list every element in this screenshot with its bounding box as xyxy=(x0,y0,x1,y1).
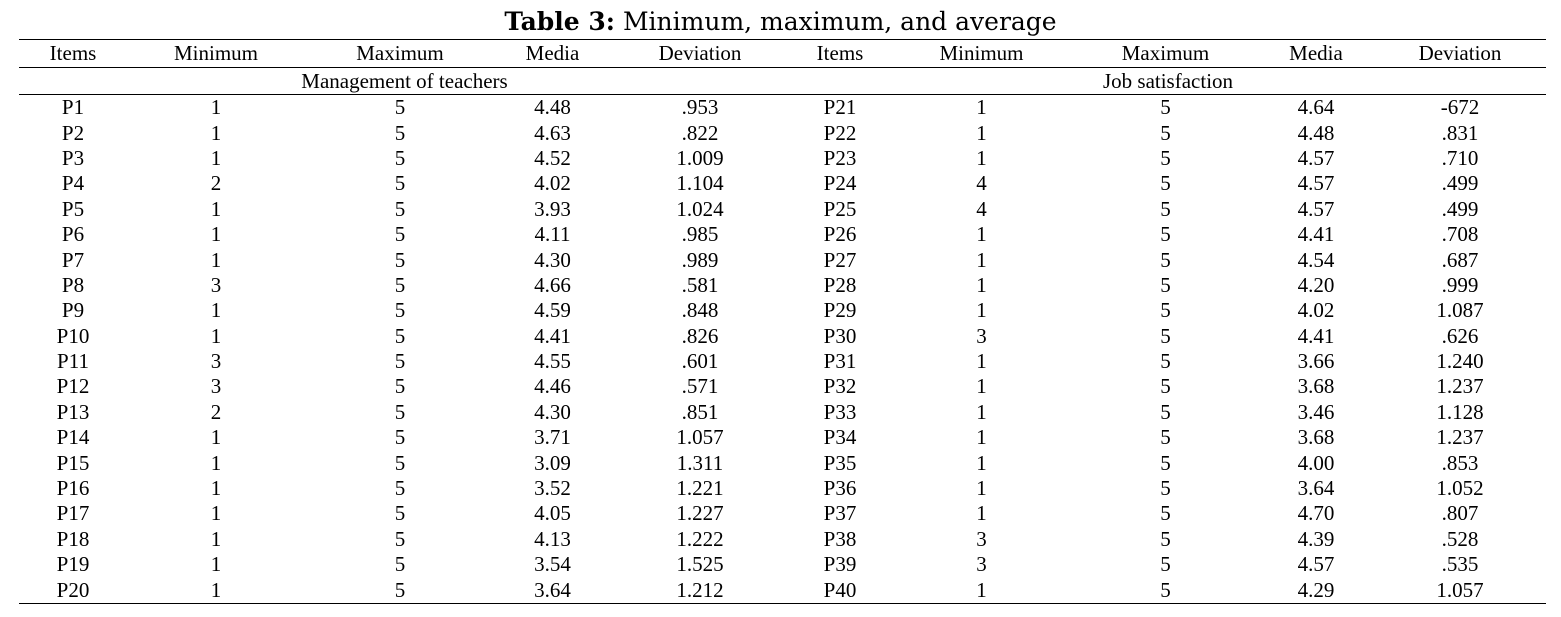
cell-minimum-left: 1 xyxy=(210,323,222,348)
table-row xyxy=(19,476,1546,501)
cell-maximum-right: 5 xyxy=(1073,577,1258,603)
cell-minimum-right: 1 xyxy=(976,425,987,450)
cell-media-left: 4.52 xyxy=(534,145,571,170)
cell-deviation-right: 1.052 xyxy=(1436,476,1484,501)
cell-minimum-right: 1 xyxy=(976,399,987,424)
cell-media-left: 4.13 xyxy=(534,526,571,551)
cell-minimum-left: 1 xyxy=(210,526,222,551)
cell-media-left: 3.54 xyxy=(534,552,571,577)
table-row xyxy=(19,222,1546,247)
cell-deviation-left: 1.311 xyxy=(676,450,724,475)
cell-minimum-left: 2 xyxy=(210,171,222,196)
cell-item-left: P1 xyxy=(61,95,85,120)
cell-maximum-left: 5 xyxy=(394,171,406,196)
cell-item-right: P40 xyxy=(790,577,890,603)
cell-minimum-right: 1 xyxy=(976,298,987,323)
header-items-right: Items xyxy=(790,40,890,68)
cell-item-left: P18 xyxy=(56,526,90,551)
table-row xyxy=(19,171,1546,196)
header-media-left: Media xyxy=(495,40,610,68)
cell-minimum-right: 3 xyxy=(976,323,987,348)
cell-deviation-left: .985 xyxy=(681,222,719,247)
header-minimum-left: Minimum xyxy=(127,40,305,68)
table-row xyxy=(19,501,1546,526)
cell-item-right: P25 xyxy=(823,196,857,221)
cell-minimum-right: 1 xyxy=(890,577,1073,603)
cell-media-left: 3.93 xyxy=(534,196,571,221)
cell-minimum-left: 1 xyxy=(210,425,222,450)
cell-deviation-right: .499 xyxy=(1441,171,1479,196)
cell-media-right: 4.57 xyxy=(1297,145,1335,170)
cell-minimum-right: 3 xyxy=(976,526,987,551)
cell-media-left: 4.55 xyxy=(534,349,571,374)
cell-minimum-right: 1 xyxy=(976,222,987,247)
cell-deviation-left: 1.227 xyxy=(676,501,724,526)
cell-deviation-left: .826 xyxy=(681,323,719,348)
cell-deviation-left: 1.525 xyxy=(676,552,724,577)
cell-media-right: 4.54 xyxy=(1297,247,1335,272)
cell-media-left: 4.11 xyxy=(534,222,571,247)
cell-maximum-right: 5 xyxy=(1160,120,1171,145)
cell-maximum-left: 5 xyxy=(394,95,406,120)
cell-minimum-left: 1 xyxy=(210,501,222,526)
header-maximum-left: Maximum xyxy=(305,40,495,68)
cell-media-left: 3.64 xyxy=(495,577,610,603)
cell-media-left: 3.52 xyxy=(534,476,571,501)
cell-minimum-right: 1 xyxy=(976,145,987,170)
cell-deviation-left: .601 xyxy=(681,349,719,374)
cell-maximum-right: 5 xyxy=(1160,526,1171,551)
cell-media-right: 4.70 xyxy=(1297,501,1335,526)
cell-item-left: P14 xyxy=(56,425,90,450)
table-row xyxy=(19,349,1546,374)
cell-media-right: 4.57 xyxy=(1297,552,1335,577)
table-row xyxy=(19,247,1546,272)
cell-deviation-left: 1.212 xyxy=(610,577,790,603)
cell-maximum-left: 5 xyxy=(394,247,406,272)
cell-maximum-right: 5 xyxy=(1160,399,1171,424)
cell-deviation-right: .528 xyxy=(1441,526,1479,551)
cell-minimum-right: 1 xyxy=(976,95,987,120)
cell-item-right: P36 xyxy=(823,476,857,501)
cell-item-left: P6 xyxy=(61,222,85,247)
table-row xyxy=(19,298,1546,323)
cell-item-right: P39 xyxy=(823,552,857,577)
header-minimum-right: Minimum xyxy=(890,40,1073,68)
cell-media-left: 3.09 xyxy=(534,450,571,475)
cell-maximum-right: 5 xyxy=(1160,450,1171,475)
cell-minimum-left: 1 xyxy=(210,95,222,120)
cell-media-left: 4.02 xyxy=(534,171,571,196)
cell-maximum-right: 5 xyxy=(1160,247,1171,272)
table-row xyxy=(19,146,1546,171)
cell-minimum-left: 1 xyxy=(210,247,222,272)
cell-maximum-right: 5 xyxy=(1160,222,1171,247)
cell-item-right: P24 xyxy=(823,171,857,196)
cell-media-left: 4.59 xyxy=(534,298,571,323)
cell-maximum-left: 5 xyxy=(394,222,406,247)
cell-deviation-left: .989 xyxy=(681,247,719,272)
cell-media-right: 4.39 xyxy=(1297,526,1335,551)
cell-deviation-right: 1.240 xyxy=(1436,349,1484,374)
cell-minimum-left: 3 xyxy=(210,374,222,399)
table-row xyxy=(19,374,1546,399)
cell-deviation-right: .831 xyxy=(1441,120,1479,145)
cell-deviation-left: 1.221 xyxy=(676,476,724,501)
cell-maximum-left: 5 xyxy=(305,577,495,603)
table-row xyxy=(19,273,1546,298)
table-row xyxy=(19,425,1546,450)
table-row xyxy=(19,120,1546,145)
cell-maximum-left: 5 xyxy=(394,298,406,323)
cell-item-left: P17 xyxy=(56,501,90,526)
cell-item-right: P28 xyxy=(823,272,857,297)
cell-minimum-right: 3 xyxy=(976,552,987,577)
cell-item-left: P16 xyxy=(56,476,90,501)
cell-minimum-left: 1 xyxy=(210,476,222,501)
header-items-left: Items xyxy=(19,40,127,68)
cell-deviation-right: .708 xyxy=(1441,222,1479,247)
cell-minimum-left: 1 xyxy=(210,120,222,145)
cell-deviation-right: .687 xyxy=(1441,247,1479,272)
cell-minimum-left: 1 xyxy=(127,577,305,603)
cell-minimum-right: 4 xyxy=(976,196,987,221)
cell-maximum-right: 5 xyxy=(1160,501,1171,526)
cell-item-left: P8 xyxy=(61,272,85,297)
cell-deviation-left: .571 xyxy=(681,374,719,399)
cell-minimum-left: 1 xyxy=(210,196,222,221)
cell-maximum-left: 5 xyxy=(394,425,406,450)
cell-maximum-right: 5 xyxy=(1160,95,1171,120)
cell-deviation-left: 1.009 xyxy=(676,145,724,170)
cell-item-right: P23 xyxy=(823,145,857,170)
cell-maximum-left: 5 xyxy=(394,272,406,297)
cell-deviation-right: -672 xyxy=(1440,95,1480,120)
cell-deviation-left: 1.222 xyxy=(676,526,724,551)
cell-item-right: P26 xyxy=(823,222,857,247)
cell-minimum-left: 1 xyxy=(210,145,222,170)
cell-item-left: P19 xyxy=(56,552,90,577)
table-row xyxy=(19,95,1546,121)
table-row xyxy=(19,527,1546,552)
cell-deviation-left: .848 xyxy=(681,298,719,323)
cell-item-left: P5 xyxy=(61,196,85,221)
cell-minimum-left: 3 xyxy=(210,272,222,297)
cell-media-right: 4.00 xyxy=(1297,450,1335,475)
cell-media-right: 4.41 xyxy=(1297,323,1335,348)
cell-deviation-right: .807 xyxy=(1441,501,1479,526)
cell-media-right: 4.20 xyxy=(1297,272,1335,297)
cell-minimum-left: 1 xyxy=(210,298,222,323)
cell-maximum-left: 5 xyxy=(394,323,406,348)
cell-media-right: 3.64 xyxy=(1297,476,1335,501)
cell-item-right: P31 xyxy=(823,349,857,374)
cell-deviation-left: .953 xyxy=(681,95,719,120)
cell-maximum-right: 5 xyxy=(1160,323,1171,348)
cell-item-right: P34 xyxy=(823,425,857,450)
cell-minimum-right: 1 xyxy=(976,450,987,475)
header-deviation-right: Deviation xyxy=(1374,40,1546,68)
cell-media-left: 4.30 xyxy=(534,247,571,272)
cell-item-right: P37 xyxy=(823,501,857,526)
cell-item-right: P35 xyxy=(823,450,857,475)
cell-item-right: P33 xyxy=(823,399,857,424)
cell-minimum-right: 1 xyxy=(976,349,987,374)
cell-deviation-left: .822 xyxy=(681,120,719,145)
cell-item-left: P2 xyxy=(61,120,85,145)
cell-maximum-right: 5 xyxy=(1160,476,1171,501)
table-row xyxy=(19,577,1546,603)
cell-item-left: P7 xyxy=(61,247,85,272)
cell-media-left: 4.63 xyxy=(534,120,571,145)
cell-media-left: 4.48 xyxy=(534,95,571,120)
cell-minimum-right: 1 xyxy=(976,120,987,145)
cell-deviation-right: 1.087 xyxy=(1436,298,1484,323)
cell-media-right: 4.64 xyxy=(1297,95,1335,120)
column-header-row xyxy=(19,40,1546,68)
table-caption xyxy=(0,6,1561,38)
cell-minimum-left: 1 xyxy=(210,450,222,475)
table-row xyxy=(19,450,1546,475)
cell-minimum-left: 2 xyxy=(210,399,222,424)
cell-item-left: P11 xyxy=(57,349,89,374)
header-deviation-left: Deviation xyxy=(610,40,790,68)
cell-item-right: P38 xyxy=(823,526,857,551)
cell-maximum-right: 5 xyxy=(1160,171,1171,196)
cell-maximum-left: 5 xyxy=(394,526,406,551)
cell-item-right: P22 xyxy=(823,120,857,145)
table-caption-text: Minimum, maximum, and average xyxy=(615,7,1057,36)
cell-maximum-left: 5 xyxy=(394,120,406,145)
cell-minimum-right: 1 xyxy=(976,272,987,297)
cell-maximum-left: 5 xyxy=(394,450,406,475)
cell-minimum-right: 1 xyxy=(976,501,987,526)
table-row xyxy=(19,400,1546,425)
cell-media-right: 4.57 xyxy=(1297,171,1335,196)
cell-item-right: P29 xyxy=(823,298,857,323)
cell-item-right: P21 xyxy=(823,95,857,120)
cell-maximum-left: 5 xyxy=(394,476,406,501)
cell-maximum-left: 5 xyxy=(394,374,406,399)
cell-item-left: P20 xyxy=(19,577,127,603)
cell-media-right: 4.57 xyxy=(1297,196,1335,221)
cell-maximum-left: 5 xyxy=(394,399,406,424)
cell-deviation-right: 1.237 xyxy=(1436,374,1484,399)
statistics-table xyxy=(19,39,1546,604)
cell-media-left: 4.41 xyxy=(534,323,571,348)
group-header-row xyxy=(19,68,1546,95)
cell-deviation-left: 1.057 xyxy=(676,425,724,450)
cell-deviation-right: .853 xyxy=(1441,450,1479,475)
cell-deviation-right: .999 xyxy=(1441,272,1479,297)
cell-maximum-right: 5 xyxy=(1160,552,1171,577)
cell-maximum-left: 5 xyxy=(394,349,406,374)
cell-deviation-left: 1.104 xyxy=(676,171,724,196)
cell-media-left: 4.46 xyxy=(534,374,571,399)
cell-media-right: 3.68 xyxy=(1297,425,1335,450)
cell-item-left: P12 xyxy=(56,374,90,399)
cell-media-right: 4.41 xyxy=(1297,222,1335,247)
cell-deviation-right: .499 xyxy=(1441,196,1479,221)
cell-deviation-right: 1.237 xyxy=(1436,425,1484,450)
cell-maximum-left: 5 xyxy=(394,552,406,577)
cell-maximum-left: 5 xyxy=(394,196,406,221)
cell-item-right: P27 xyxy=(823,247,857,272)
header-media-right: Media xyxy=(1258,40,1374,68)
cell-maximum-left: 5 xyxy=(394,145,406,170)
cell-item-right: P32 xyxy=(823,374,857,399)
cell-maximum-right: 5 xyxy=(1160,145,1171,170)
cell-media-left: 4.05 xyxy=(534,501,571,526)
cell-deviation-right: 1.128 xyxy=(1436,399,1484,424)
table-row xyxy=(19,552,1546,577)
cell-item-left: P13 xyxy=(56,399,90,424)
cell-item-left: P9 xyxy=(61,298,85,323)
cell-maximum-right: 5 xyxy=(1160,374,1171,399)
cell-maximum-right: 5 xyxy=(1160,272,1171,297)
cell-deviation-right: .626 xyxy=(1441,323,1479,348)
group-job-satisfaction: Job satisfaction xyxy=(790,68,1546,95)
header-maximum-right: Maximum xyxy=(1073,40,1258,68)
table-caption-label: Table 3: xyxy=(504,7,616,36)
cell-minimum-right: 4 xyxy=(976,171,987,196)
cell-minimum-right: 1 xyxy=(976,476,987,501)
cell-minimum-right: 1 xyxy=(976,374,987,399)
cell-item-left: P4 xyxy=(61,171,85,196)
cell-media-right: 4.48 xyxy=(1297,120,1335,145)
table-row xyxy=(19,324,1546,349)
cell-deviation-right: .710 xyxy=(1441,145,1479,170)
cell-deviation-left: .851 xyxy=(681,399,719,424)
cell-maximum-right: 5 xyxy=(1160,349,1171,374)
cell-media-right: 4.02 xyxy=(1297,298,1335,323)
cell-deviation-right: .535 xyxy=(1441,552,1479,577)
cell-media-right: 3.68 xyxy=(1297,374,1335,399)
cell-media-right: 3.46 xyxy=(1297,399,1335,424)
cell-deviation-left: .581 xyxy=(681,272,719,297)
cell-minimum-right: 1 xyxy=(976,247,987,272)
cell-media-left: 4.66 xyxy=(534,272,571,297)
cell-minimum-left: 3 xyxy=(210,349,222,374)
cell-media-right: 3.66 xyxy=(1297,349,1335,374)
cell-minimum-left: 1 xyxy=(210,552,222,577)
cell-item-left: P10 xyxy=(56,323,90,348)
cell-item-left: P15 xyxy=(56,450,90,475)
cell-maximum-right: 5 xyxy=(1160,196,1171,221)
cell-maximum-right: 5 xyxy=(1160,298,1171,323)
cell-media-right: 4.29 xyxy=(1258,577,1374,603)
cell-minimum-left: 1 xyxy=(210,222,222,247)
cell-item-right: P30 xyxy=(823,323,857,348)
table-row xyxy=(19,197,1546,222)
cell-media-left: 4.30 xyxy=(534,399,571,424)
group-management-of-teachers: Management of teachers xyxy=(19,68,790,95)
cell-deviation-right: 1.057 xyxy=(1374,577,1546,603)
cell-media-left: 3.71 xyxy=(534,425,571,450)
cell-deviation-left: 1.024 xyxy=(676,196,724,221)
cell-maximum-right: 5 xyxy=(1160,425,1171,450)
cell-maximum-left: 5 xyxy=(394,501,406,526)
cell-item-left: P3 xyxy=(61,145,85,170)
table-body xyxy=(19,95,1546,604)
